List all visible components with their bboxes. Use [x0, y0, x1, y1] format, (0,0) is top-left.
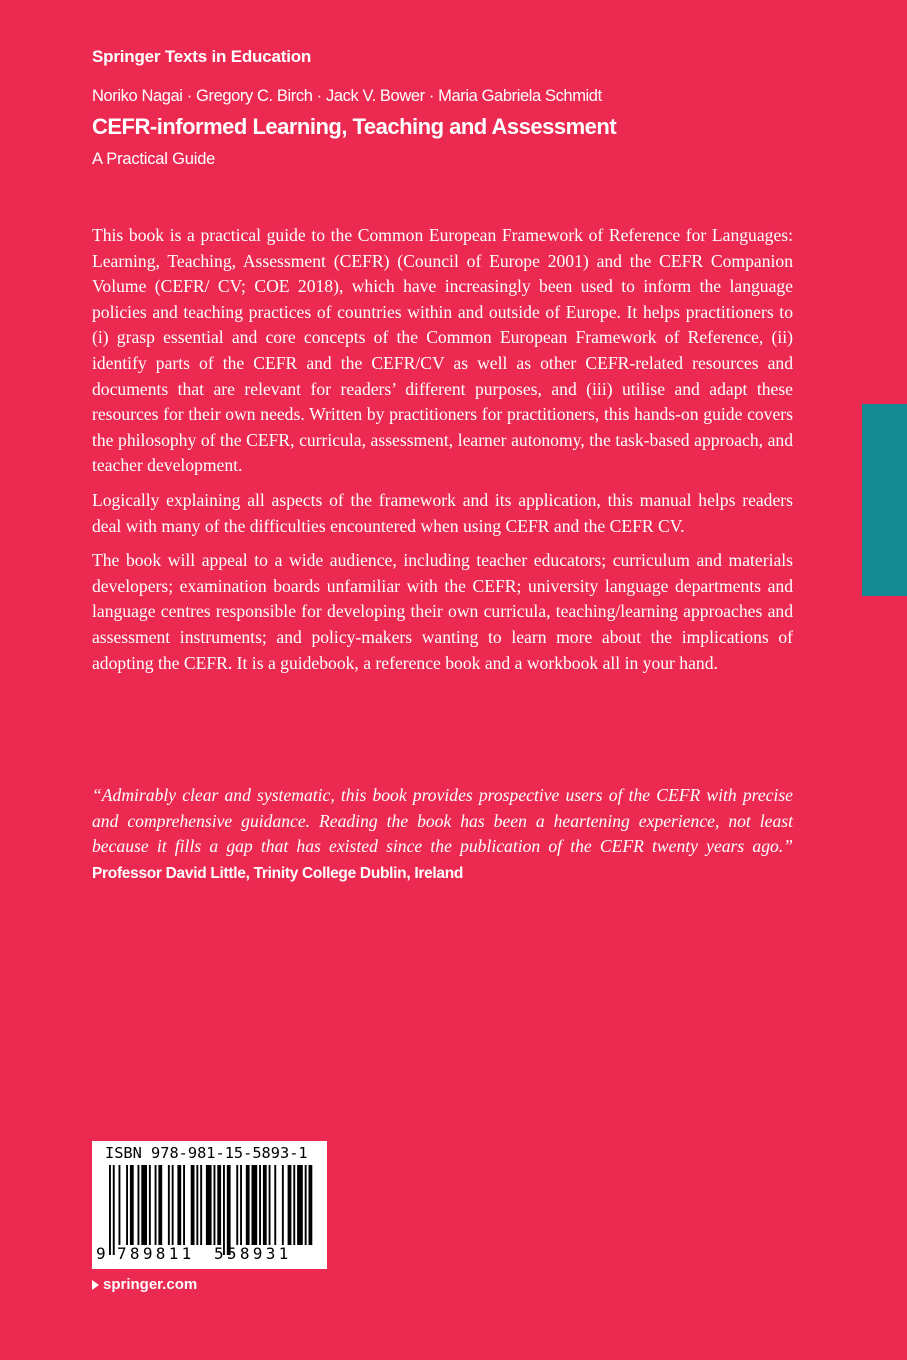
- description-paragraph: Logically explaining all aspects of the framework and its application, this manual helps readers deal with many of the difficulties encountered when using CEFR and the CEFR CV.: [92, 489, 793, 536]
- barcode-bar: [158, 1165, 162, 1245]
- barcode-bar: [252, 1165, 258, 1245]
- publisher-link[interactable]: [92, 1276, 197, 1293]
- book-description: [92, 223, 793, 685]
- barcode-bar: [155, 1165, 157, 1245]
- barcode-bar: [288, 1165, 292, 1245]
- ean-digit-first: 9: [96, 1244, 106, 1263]
- barcode-bar: [191, 1165, 195, 1245]
- barcode-bar: [274, 1165, 276, 1245]
- barcode-bar: [168, 1165, 170, 1245]
- description-paragraph: The book will appeal to a wide audience, including teacher educators; curriculum and materials developers; examination boards unfamiliar with the CEFR; university language departments and language centres responsible for developing their own curricula, teaching/learning approaches and assessment instruments; and policy-makers wanting to learn more about the implications of adopting the CEFR. It is a guidebook, a reference book and a workbook all in your hand.: [92, 550, 793, 673]
- barcode-bar: [177, 1165, 181, 1245]
- publisher-link-text: springer.com: [103, 1276, 198, 1293]
- quote-attribution: Professor David Little, Trinity College Dublin, Ireland: [92, 864, 464, 882]
- barcode-bar: [227, 1165, 231, 1255]
- barcode-bar: [269, 1165, 271, 1245]
- barcode-bar: [297, 1165, 303, 1245]
- ean-digits-left: 789811: [117, 1244, 195, 1263]
- barcode-bar: [246, 1165, 250, 1245]
- barcode-bar: [141, 1165, 147, 1245]
- barcode-bar: [236, 1165, 238, 1245]
- barcode-bar: [206, 1165, 212, 1245]
- barcode-bar: [172, 1165, 174, 1245]
- barcode-bar: [305, 1165, 307, 1245]
- barcode-bar: [309, 1165, 313, 1245]
- barcode-bar: [259, 1165, 261, 1245]
- barcode-bar: [130, 1165, 134, 1245]
- barcode-bar: [200, 1165, 202, 1245]
- book-subtitle: A Practical Guide: [92, 150, 216, 168]
- barcode-bar: [214, 1165, 216, 1245]
- barcode-bar: [293, 1165, 295, 1245]
- endorsement-quote: [92, 783, 793, 886]
- description-paragraph: This book is a practical guide to the Common European Framework of Reference for Languages: Learning, Teaching, Assessment (CEFR) (Council of Europe 2001) and the CEFR Companion Volume (CEFR/ CV; COE 2018), which have increasingly been used to inform the language policies and teaching practices of countries within and outside of Europe. It helps practitioners to (i) grasp essential and core concepts of the Common European Framework of Reference, (ii) identify parts of the CEFR and the CEFR/CV as well as other CEFR-related resources and documents that are relevant for readers’ different purposes, and (iii) utilise and adapt these resources for their own needs. Written by practitioners for practitioners, this hands-on guide covers the philosophy of the CEFR, curricula, assessment, learner autonomy, the task-based approach, and teacher development.: [92, 225, 793, 476]
- quote-text: “Admirably clear and systematic, this book provides prospective users of the CEFR with precise and comprehensive guidance. Reading the book has been a heartening experience, not least because it fills a gap that has existed since the publication of the CEFR twenty years ago.”: [92, 785, 793, 857]
- author-list: Noriko Nagai · Gregory C. Birch · Jack V. Bower · Maria Gabriela Schmidt: [92, 87, 602, 105]
- isbn-barcode: [92, 1141, 327, 1269]
- barcode-bar: [282, 1165, 284, 1245]
- ean-digits: [92, 1244, 327, 1266]
- isbn-label: ISBN 978-981-15-5893-1: [105, 1144, 308, 1162]
- barcode-bar: [183, 1165, 185, 1245]
- barcode-bar: [240, 1165, 242, 1245]
- book-title: CEFR-informed Learning, Teaching and Assessment: [92, 114, 617, 139]
- barcode-bar: [109, 1165, 111, 1255]
- arrow-right-icon: [92, 1280, 99, 1290]
- barcode-bar: [196, 1165, 198, 1245]
- barcode-bar: [217, 1165, 221, 1245]
- teal-edge-tab: [862, 404, 907, 596]
- ean-digits-right: 558931: [214, 1244, 292, 1263]
- barcode-bar: [223, 1165, 225, 1255]
- barcode-bar: [263, 1165, 267, 1245]
- series-name: Springer Texts in Education: [92, 47, 312, 66]
- barcode-bar: [119, 1165, 121, 1245]
- barcode-bar: [113, 1165, 115, 1255]
- barcode-bar: [126, 1165, 128, 1245]
- barcode-bar: [149, 1165, 151, 1245]
- barcode-bar: [138, 1165, 140, 1245]
